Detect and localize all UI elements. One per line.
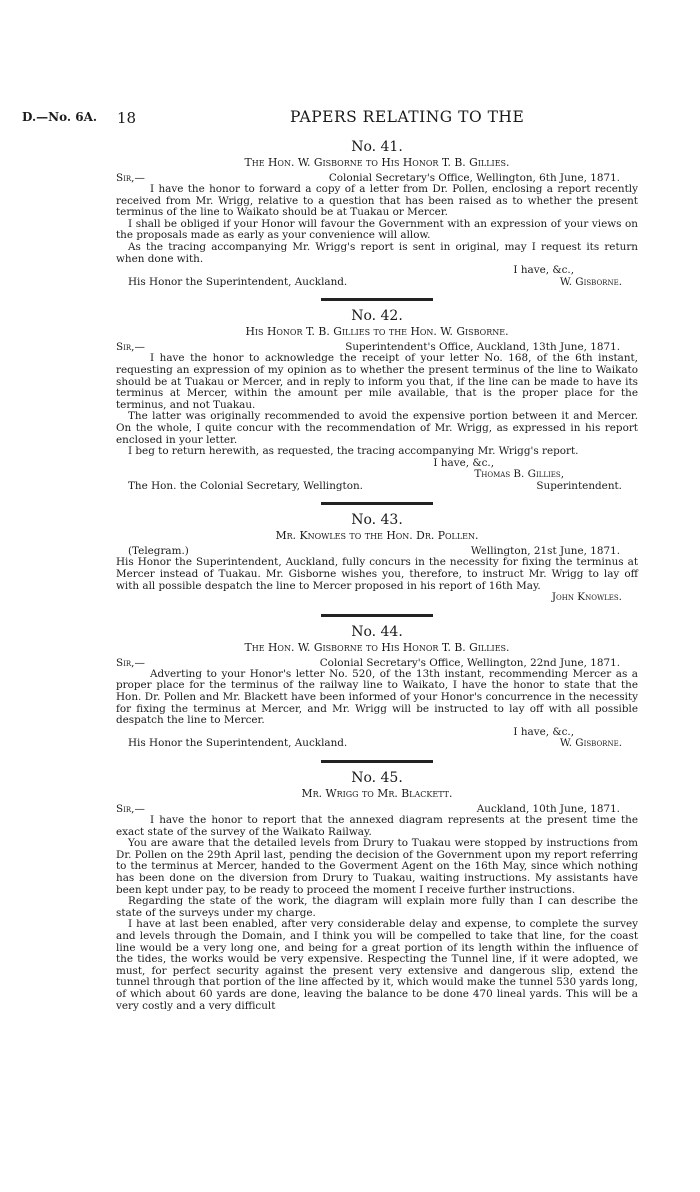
paragraph: Regarding the state of the work, the diagram will explain more fully than I can describe the state of the surveys under my charge.: [116, 895, 638, 919]
paragraph: The latter was originally recommended to avoid the expensive portion between it and Mercer. On the whole, I quite concur with the recommendation of Mr. Wrigg, as expressed in his report enclosed in your letter.: [116, 410, 638, 446]
letter-41: [116, 138, 638, 288]
letter-heading: His Honor T. B. Gillies to the Hon. W. Gisborne.: [245, 325, 509, 339]
signature-row: [116, 481, 638, 493]
place-date: Colonial Secretary's Office, Wellington, 6th June, 1871.: [328, 172, 620, 184]
section-divider: [321, 298, 433, 301]
paragraph: His Honor the Superintendent, Auckland, fully concurs in the necessity for fixing the terminus at Mercer instead of Tuakau. Mr. Gisborne wishes you, therefore, to instruct Mr. Wrigg to lay off with all possible despatch the line to Mercer proposed in his report of 16th May.: [116, 556, 638, 592]
place-date: Wellington, 21st June, 1871.: [470, 545, 620, 558]
paragraph: I shall be obliged if your Honor will favour the Government with an expression of your views on the proposals made as early as your convenience will allow.: [116, 217, 638, 242]
letter-number: No. 43.: [351, 512, 403, 529]
addressee: His Honor the Superintendent, Auckland.: [128, 275, 348, 288]
letter-heading: Mr. Wrigg to Mr. Blackett.: [301, 787, 453, 800]
letter-44: [116, 623, 638, 750]
paragraph: You are aware that the detailed levels from Drury to Tuakau were stopped by instructions from Dr. Pollen on the 29th April last, pending the decision of the Government upon my report referring to the terminus at Mercer, handed to the Goverment Agent on the 16th May, since which nothing has been done on the diversion from Drury to Tuakau, waiting instructions. My assistants have been kept under pay, to be ready to proceed the moment I receive further instructions.: [116, 837, 638, 896]
signature-row: [116, 738, 638, 750]
running-header: [22, 110, 662, 130]
letter-number: No. 45.: [351, 770, 403, 786]
header-title: PAPERS RELATING TO THE: [290, 108, 525, 126]
section-divider: [321, 502, 433, 505]
paragraph: Adverting to your Honor's letter No. 520, of the 13th instant, recommending Mercer as a proper place for the terminus of the railway line to Waikato, I have the honor to state that the Hon. Dr. Pollen and Mr. Blackett have been informed of your Honor's concurrence in the necessity for fixing the terminus at Mercer, and Mr. Wrigg will be instructed to lay off with all possible despatch the line to Mercer.: [116, 667, 638, 727]
letter-45: [116, 769, 638, 1012]
signature: W. Gisborne.: [559, 737, 622, 750]
closing: I have, &c.,: [433, 456, 494, 469]
letter-43: [116, 511, 638, 603]
signature-row: [116, 277, 638, 289]
letter-42: [116, 307, 638, 492]
letters-column: [116, 138, 638, 1012]
paragraph: I have the honor to report that the annexed diagram represents at the present time the exact state of the survey of the Waikato Railway.: [116, 814, 638, 838]
place-date: Auckland, 10th June, 1871.: [476, 803, 620, 815]
addressee: The Hon. the Colonial Secretary, Wellington.: [128, 479, 363, 492]
closing: I have, &c.,: [513, 725, 574, 738]
letter-heading: Mr. Knowles to the Hon. Dr. Pollen.: [275, 529, 479, 543]
signature-title: Superintendent.: [536, 479, 622, 492]
paragraph: I have the honor to acknowledge the receipt of your letter No. 168, of the 6th instant, requesting an expression of my opinion as to whether the present terminus of the line to Waikato should be at Tuakau or Mercer, and in reply to inform you that, if the line can be made to have its terminus at Mercer, within the amount per mile available, that is the proper place for the terminus, and not Tuakau.: [116, 352, 638, 411]
telegram-label: (Telegram.): [128, 545, 189, 558]
signature: John Knowles.: [551, 591, 622, 604]
signature: W. Gisborne.: [559, 275, 622, 288]
document-id: D.—No. 6A.: [22, 110, 98, 124]
letter-number: No. 42.: [351, 308, 403, 325]
letter-heading: The Hon. W. Gisborne to His Honor T. B. Gillies.: [244, 640, 510, 654]
salutation: Sir,—: [116, 656, 145, 669]
section-divider: [321, 760, 433, 763]
paragraph: As the tracing accompanying Mr. Wrigg's report is sent in original, may I request its return when done with.: [116, 240, 638, 265]
letter-number: No. 44.: [351, 623, 403, 640]
paragraph: I beg to return herewith, as requested, the tracing accompanying Mr. Wrigg's report.: [128, 445, 579, 458]
place-date: Colonial Secretary's Office, Wellington, 22nd June, 1871.: [319, 656, 620, 669]
paragraph: I have the honor to forward a copy of a letter from Dr. Pollen, enclosing a report recently received from Mr. Wrigg, relative to a question that has been raised as to whether the present terminus of the line to Waikato should be at Tuakau or Mercer.: [116, 183, 638, 219]
letter-number: No. 41.: [351, 139, 403, 155]
section-divider: [321, 614, 433, 617]
signature: Thomas B. Gillies,: [474, 468, 564, 481]
closing: I have, &c.,: [513, 264, 574, 277]
salutation: Sir,—: [116, 803, 145, 815]
page-number: 18: [117, 109, 137, 127]
addressee: His Honor the Superintendent, Auckland.: [128, 737, 348, 750]
letter-heading: The Hon. W. Gisborne to His Honor T. B. Gillies.: [244, 156, 510, 169]
paragraph: I have at last been enabled, after very considerable delay and expense, to complete the survey and levels through the Domain, and I think you will be compelled to take that line, for the coast line would be a very long one, and being for a great portion of its length within the influence of the tides, the works would be very expensive. Respecting the Tunnel line, if it were adopted, we must, for perfect security against the present very extensive and dangerous slip, extend the tunnel through that portion of the line affected by it, which would make the tunnel 530 yards long, of which about 60 yards are done, leaving the balance to be done 470 lineal yards. This will be a very costly and a very difficult: [116, 918, 638, 1012]
salutation: Sir,—: [116, 172, 145, 184]
salutation: Sir,—: [116, 341, 145, 354]
place-date: Superintendent's Office, Auckland, 13th June, 1871.: [345, 341, 620, 354]
